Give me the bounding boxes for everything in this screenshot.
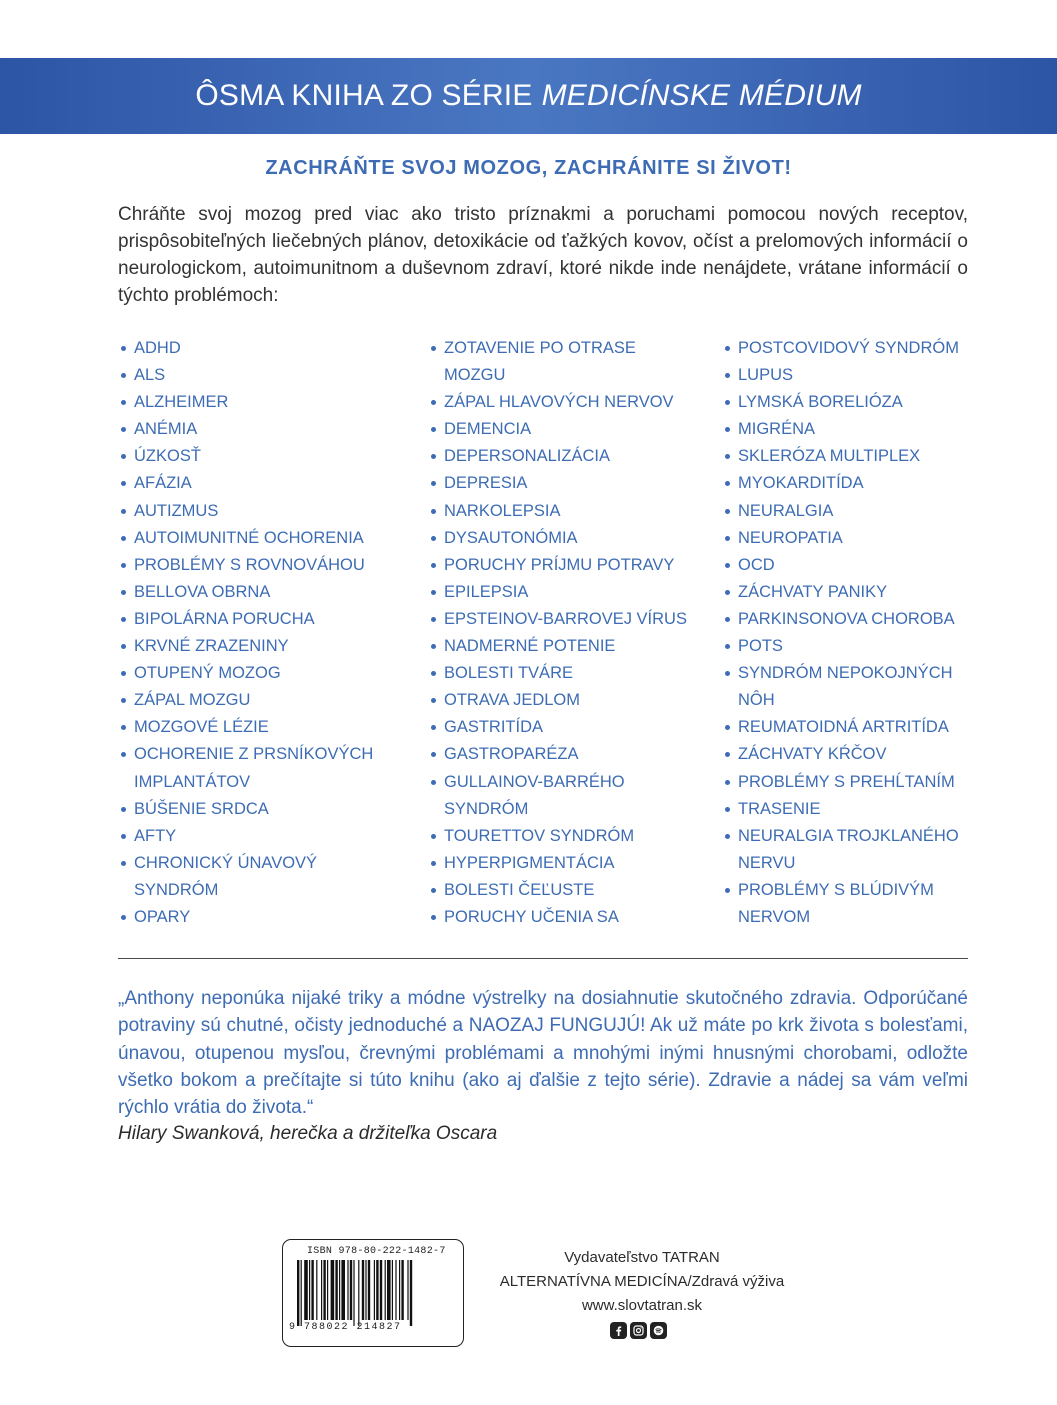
condition-item: TOURETTOV SYNDRÓM [430,823,715,850]
condition-item: DEPRESIA [430,470,715,497]
testimonial-quote: „Anthony neponúka nijaké triky a módne výstrelky na dosiahnutie skutočného zdravia. Odporúčané potraviny sú chutné, očisty jednoduché a NAOZAJ FUNGUJÚ! Ak už máte po krk života s bolesťami, únavou, otupenou mysľou, črevnými problémami a mnohými inými hnusnými chorobami, odložte všetko bokom a prečítajte si túto knihu (ako aj ďalšie z tejto série). Zdravie a nádej sa vám veľmi rýchlo vrátia do života.“ [118,988,968,1119]
condition-item: PARKINSONOVA CHOROBA [724,606,1024,633]
condition-item: POSTCOVIDOVÝ SYNDRÓM [724,335,1024,362]
condition-item: ALZHEIMER [120,389,420,416]
condition-item: DEMENCIA [430,416,715,443]
condition-item: LYMSKÁ BORELIÓZA [724,389,1024,416]
condition-item: NEUROPATIA [724,525,1024,552]
condition-item: OPARY [120,904,420,931]
condition-item: AFÁZIA [120,470,420,497]
barcode [282,1239,464,1347]
condition-item: GASTRITÍDA [430,714,715,741]
condition-item: KRVNÉ ZRAZENINY [120,633,420,660]
conditions-column-1 [120,335,420,931]
condition-item: MIGRÉNA [724,416,1024,443]
testimonial-attribution: Hilary Swanková, herečka a držiteľka Oscara [118,1123,498,1144]
condition-item: EPILEPSIA [430,579,715,606]
headline: ZACHRÁŇTE SVOJ MOZOG, ZACHRÁNITE SI ŽIVOT! [265,157,792,179]
condition-item: LUPUS [724,362,1024,389]
condition-item: BIPOLÁRNA PORUCHA [120,606,420,633]
conditions-list [0,335,1057,935]
condition-item: PORUCHY PRÍJMU POTRAVY [430,552,715,579]
condition-item: ZÁCHVATY KŔČOV [724,741,1024,768]
condition-item: ANÉMIA [120,416,420,443]
barcode-number: 9 788022 214827 [289,1322,402,1333]
condition-item: DYSAUTONÓMIA [430,525,715,552]
condition-item: PROBLÉMY S PREHĹTANÍM [724,769,1024,796]
condition-item: BOLESTI ČEĽUSTE [430,877,715,904]
intro-paragraph: Chráňte svoj mozog pred viac ako tristo príznakmi a poruchami pomocou nových receptov, prispôsobiteľných liečebných plánov, detoxikácie od ťažkých kovov, očíst a prelomových informácií o neurologickom, autoimunitnom a duševnom zdraví, ktoré nikde inde nenájdete, vrátane informácií o týchto problémoch: [118,204,968,306]
facebook-icon[interactable] [610,1322,627,1339]
spotify-icon[interactable] [650,1322,667,1339]
condition-item: PORUCHY UČENIA SA [430,904,715,931]
condition-item: OTRAVA JEDLOM [430,687,715,714]
publisher-info [470,1246,814,1318]
conditions-column-3 [724,335,1024,931]
condition-item: SYNDRÓM NEPOKOJNÝCH NÔH [724,660,1024,714]
conditions-column-2 [430,335,715,931]
series-banner [0,58,1057,134]
condition-item: ZÁCHVATY PANIKY [724,579,1024,606]
condition-item: OCD [724,552,1024,579]
condition-item: NADMERNÉ POTENIE [430,633,715,660]
condition-item: SKLERÓZA MULTIPLEX [724,443,1024,470]
condition-item: GASTROPARÉZA [430,741,715,768]
condition-item: BÚŠENIE SRDCA [120,796,420,823]
barcode-bars [293,1260,453,1328]
condition-item: TRASENIE [724,796,1024,823]
isbn-label: ISBN 978-80-222-1482-7 [307,1246,446,1257]
condition-item: ADHD [120,335,420,362]
condition-item: PROBLÉMY S ROVNOVÁHOU [120,552,420,579]
condition-item: GULLAINOV-BARRÉHO SYNDRÓM [430,769,715,823]
condition-item: ZOTAVENIE PO OTRASE MOZGU [430,335,715,389]
condition-item: NEURALGIA TROJKLANÉHO NERVU [724,823,1024,877]
condition-item: AFTY [120,823,420,850]
condition-item: MOZGOVÉ LÉZIE [120,714,420,741]
publisher-website: www.slovtatran.sk [581,1297,703,1314]
condition-item: EPSTEINOV-BARROVEJ VÍRUS [430,606,715,633]
condition-item: OTUPENÝ MOZOG [120,660,420,687]
condition-item: ZÁPAL MOZGU [120,687,420,714]
instagram-icon[interactable] [630,1322,647,1339]
banner-series-name: MEDICÍNSKE MÉDIUM [541,79,862,112]
publisher-name: Vydavateľstvo TATRAN [564,1249,720,1266]
condition-item: REUMATOIDNÁ ARTRITÍDA [724,714,1024,741]
condition-item: NARKOLEPSIA [430,498,715,525]
condition-item: DEPERSONALIZÁCIA [430,443,715,470]
publisher-category: ALTERNATÍVNA MEDICÍNA/Zdravá výživa [499,1273,785,1290]
condition-item: AUTOIMUNITNÉ OCHORENIA [120,525,420,552]
condition-item: ZÁPAL HLAVOVÝCH NERVOV [430,389,715,416]
condition-item: MYOKARDITÍDA [724,470,1024,497]
condition-item: AUTIZMUS [120,498,420,525]
condition-item: ÚZKOSŤ [120,443,420,470]
condition-item: ALS [120,362,420,389]
condition-item: PROBLÉMY S BLÚDIVÝM NERVOM [724,877,1024,931]
banner-title: ÔSMA KNIHA ZO SÉRIE [195,79,533,112]
condition-item: BELLOVA OBRNA [120,579,420,606]
condition-item: NEURALGIA [724,498,1024,525]
social-icons [610,1322,667,1339]
condition-item: BOLESTI TVÁRE [430,660,715,687]
condition-item: HYPERPIGMENTÁCIA [430,850,715,877]
condition-item: POTS [724,633,1024,660]
divider [118,958,968,959]
condition-item: CHRONICKÝ ÚNAVOVÝ SYNDRÓM [120,850,420,904]
condition-item: OCHORENIE Z PRSNÍKOVÝCH IMPLANTÁTOV [120,741,420,795]
